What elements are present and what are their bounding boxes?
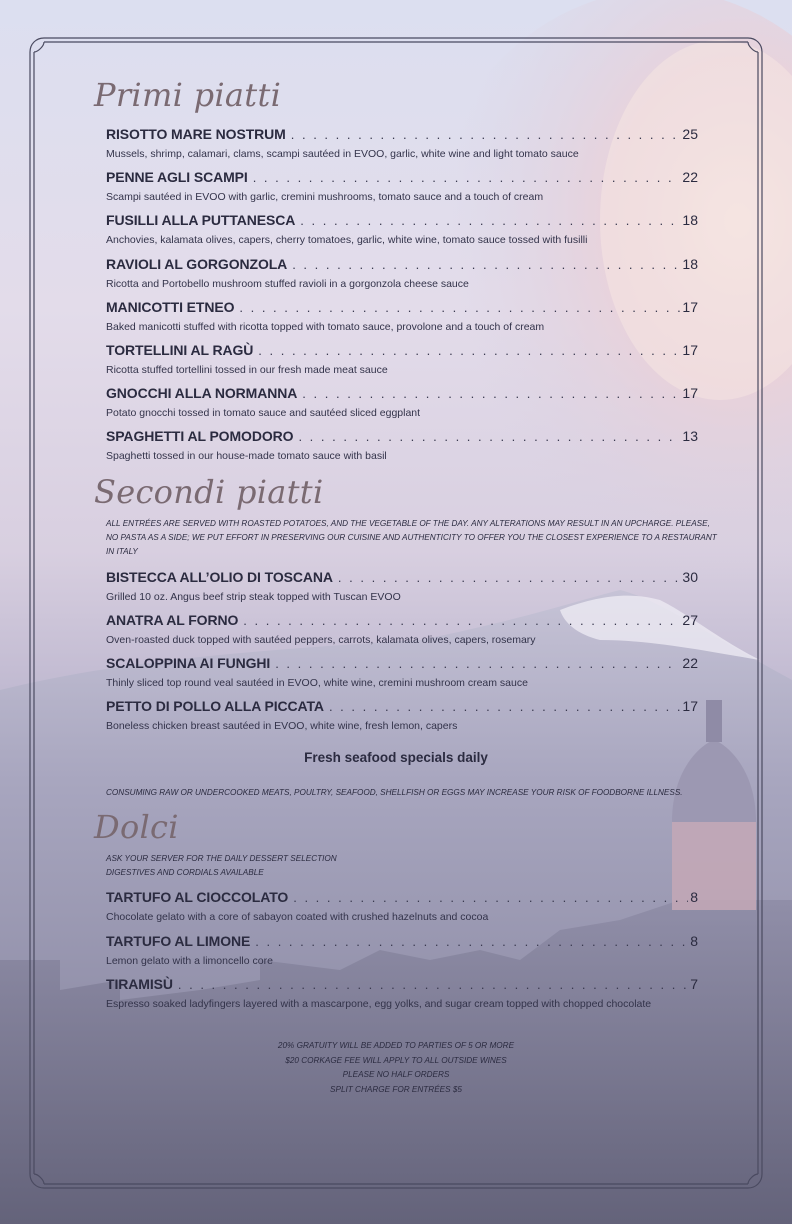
dot-leader — [253, 170, 681, 185]
menu-item — [106, 889, 698, 923]
item-description: Thinly sliced top round veal sautéed in EVOO, white wine, cremini mushroom cream sauce — [106, 677, 528, 689]
item-name: SCALOPPINA AI FUNGHI — [106, 655, 271, 671]
item-description: Spaghetti tossed in our house-made tomato sauce with basil — [106, 450, 387, 462]
item-name: FUSILLI ALLA PUTTANESCA — [106, 212, 296, 228]
item-price: 13 — [682, 428, 698, 444]
item-name: ANATRA AL FORNO — [106, 612, 239, 628]
item-price: 18 — [682, 212, 698, 228]
section-title-secondi: Secondi piatti — [94, 473, 324, 511]
item-description: Mussels, shrimp, calamari, clams, scampi sautéed in EVOO, garlic, white wine and light tomato sauce — [106, 148, 579, 160]
dot-leader — [300, 213, 680, 228]
item-description: Scampi sautéed in EVOO with garlic, cremini mushrooms, tomato sauce and a touch of cream — [106, 191, 544, 203]
menu-item — [106, 256, 698, 290]
item-description: Espresso soaked ladyfingers layered with a mascarpone, egg yolks, and sugar cream topped with chopped chocolate — [106, 998, 652, 1010]
dot-leader — [338, 570, 681, 585]
menu-item — [106, 385, 698, 419]
footer-line: $20 CORKAGE FEE WILL APPLY TO ALL OUTSIDE WINES — [285, 1055, 507, 1065]
dot-leader — [255, 934, 688, 949]
item-name: GNOCCHI ALLA NORMANNA — [106, 385, 298, 401]
note-line: IN ITALY — [106, 547, 138, 556]
item-description: Grilled 10 oz. Angus beef strip steak topped with Tuscan EVOO — [106, 591, 401, 603]
item-description: Chocolate gelato with a core of sabayon coated with crushed hazelnuts and cocoa — [106, 911, 489, 923]
item-description: Anchovies, kalamata olives, capers, cherry tomatoes, garlic, white wine, tomato sauce tossed with fusilli — [106, 234, 588, 246]
dot-leader — [243, 613, 680, 628]
dot-leader — [293, 890, 688, 905]
item-description: Baked manicotti stuffed with ricotta topped with tomato sauce, provolone and a touch of cream — [106, 321, 545, 333]
menu-item — [106, 212, 698, 246]
item-price: 22 — [682, 169, 698, 185]
item-price: 8 — [690, 933, 698, 949]
footer-line: 20% GRATUITY WILL BE ADDED TO PARTIES OF 5 OR MORE — [277, 1041, 515, 1050]
item-price: 17 — [682, 299, 698, 315]
dolci-note — [106, 852, 706, 880]
item-price: 17 — [682, 385, 698, 401]
secondi-note — [106, 517, 717, 559]
item-price: 22 — [682, 655, 698, 671]
menu-item — [106, 428, 698, 462]
item-price: 18 — [682, 256, 698, 272]
section-title-dolci: Dolci — [94, 808, 179, 846]
item-price: 17 — [682, 342, 698, 358]
item-name: PETTO DI POLLO ALLA PICCATA — [106, 698, 324, 714]
section-title-primi: Primi piatti — [94, 76, 282, 114]
item-price: 17 — [682, 698, 698, 714]
dot-leader — [275, 656, 680, 671]
item-price: 30 — [682, 569, 698, 585]
dot-leader — [298, 429, 680, 444]
item-name: MANICOTTI ETNEO — [106, 299, 235, 315]
dot-leader — [258, 343, 680, 358]
item-price: 25 — [682, 126, 698, 142]
note-line: ASK YOUR SERVER FOR THE DAILY DESSERT SELECTION — [106, 854, 337, 863]
item-name: RAVIOLI AL GORGONZOLA — [106, 256, 288, 272]
item-name: BISTECCA ALL’OLIO DI TOSCANA — [106, 569, 333, 585]
menu-item — [106, 342, 698, 376]
menu-item — [106, 933, 698, 967]
item-price: 8 — [690, 889, 698, 905]
item-description: Ricotta stuffed tortellini tossed in our fresh made meat sauce — [106, 364, 388, 376]
dot-leader — [239, 300, 680, 315]
item-name: SPAGHETTI AL POMODORO — [106, 428, 294, 444]
menu-item — [106, 126, 698, 160]
item-description: Ricotta and Portobello mushroom stuffed ravioli in a gorgonzola cheese sauce — [106, 278, 469, 290]
item-description: Boneless chicken breast sautéed in EVOO, white wine, fresh lemon, capers — [106, 720, 458, 732]
note-line: NO PASTA AS A SIDE; WE PUT EFFORT IN PRESERVING OUR CUISINE AND AUTHENTICITY TO OFFER YOU THE CLOSEST EXPERIENCE TO A RESTAURANT — [106, 533, 717, 542]
item-name: TARTUFO AL CIOCCOLATO — [106, 889, 289, 905]
note-line: ALL ENTRÉES ARE SERVED WITH ROASTED POTATOES, AND THE VEGETABLE OF THE DAY. ANY ALTERATIONS MAY RESULT IN AN UPCHARGE. PLEASE, — [106, 519, 710, 528]
dot-leader — [302, 386, 680, 401]
menu-item — [106, 169, 698, 203]
item-description: Oven-roasted duck topped with sautéed peppers, carrots, kalamata olives, capers, rosemary — [106, 634, 536, 646]
item-name: RISOTTO MARE NOSTRUM — [106, 126, 286, 142]
foodborne-warning — [106, 786, 706, 800]
footer-line: PLEASE NO HALF ORDERS — [342, 1070, 450, 1079]
item-name: TIRAMISÙ — [106, 976, 173, 992]
menu-item — [106, 698, 698, 732]
menu-item — [106, 569, 698, 603]
menu-item — [106, 976, 698, 1010]
item-name: TORTELLINI AL RAGÙ — [106, 342, 254, 358]
item-description: Potato gnocchi tossed in tomato sauce and sautéed sliced eggplant — [106, 407, 421, 419]
dot-leader — [292, 257, 680, 272]
item-name: TARTUFO AL LIMONE — [106, 933, 251, 949]
item-description: Lemon gelato with a limoncello core — [106, 955, 273, 967]
footer-line: SPLIT CHARGE FOR ENTRÉES $5 — [330, 1084, 462, 1094]
item-name: PENNE AGLI SCAMPI — [106, 169, 248, 185]
menu-item — [106, 655, 698, 689]
dot-leader — [329, 699, 680, 714]
note-line: DIGESTIVES AND CORDIALS AVAILABLE — [106, 868, 264, 877]
policy-footer — [0, 1039, 792, 1097]
menu-item — [106, 612, 698, 646]
dot-leader — [291, 127, 681, 142]
dot-leader — [178, 977, 688, 992]
item-price: 27 — [682, 612, 698, 628]
warning-line: CONSUMING RAW OR UNDERCOOKED MEATS, POULTRY, SEAFOOD, SHELLFISH OR EGGS MAY INCREASE YOUR RISK OF FOODBORNE ILLNESS. — [106, 788, 683, 797]
item-price: 7 — [690, 976, 698, 992]
seafood-specials-heading: Fresh seafood specials daily — [304, 750, 488, 765]
menu-item — [106, 299, 698, 333]
